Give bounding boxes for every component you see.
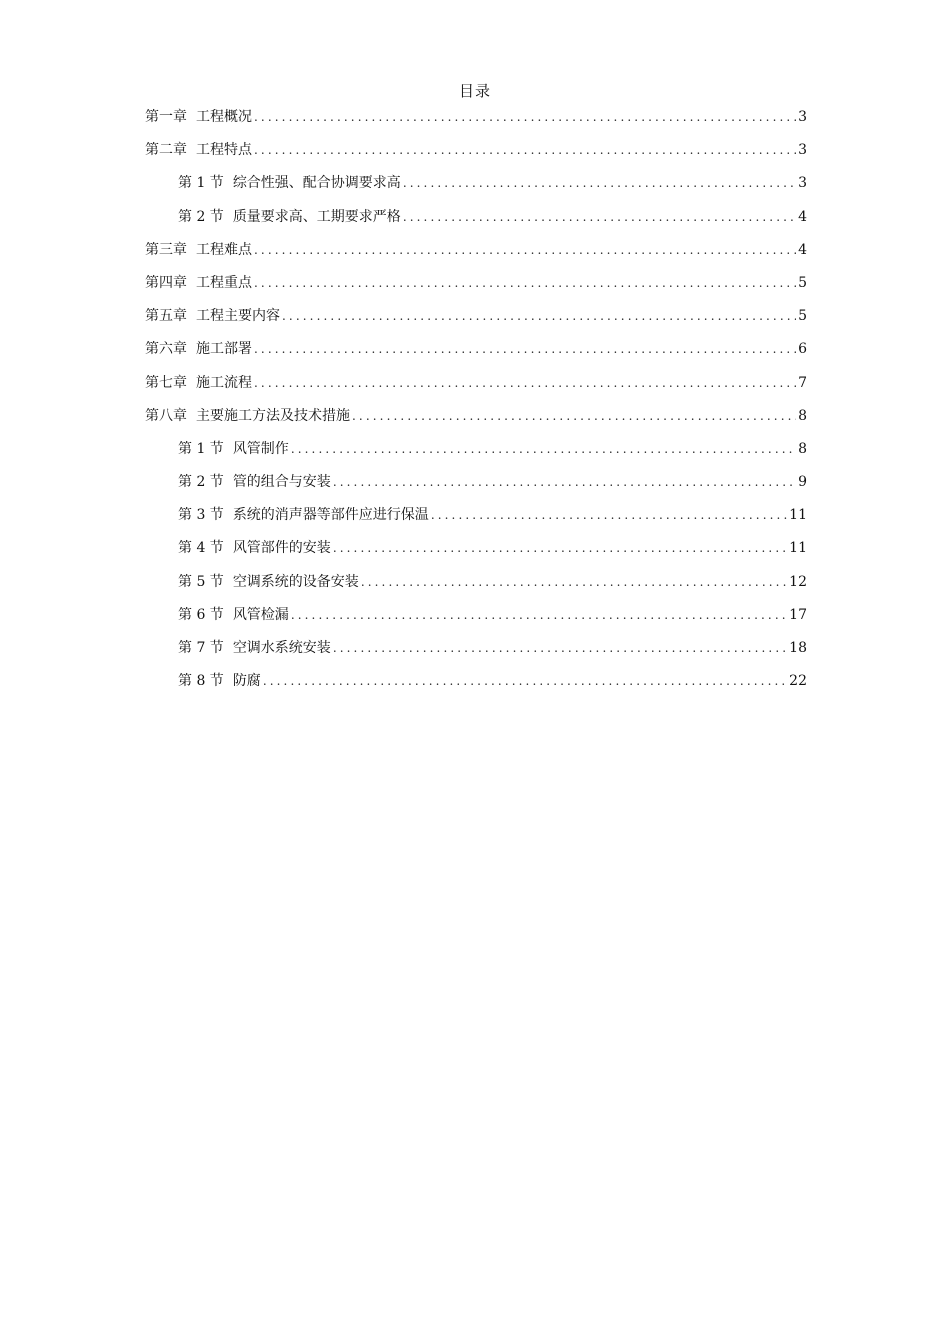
table-of-contents	[145, 107, 807, 704]
toc-entry-text: 综合性强、配合协调要求高	[232, 175, 401, 192]
toc-entry-number: 第 1 节	[178, 440, 224, 457]
toc-entry-number: 第 1 节	[178, 175, 224, 192]
dot-leader	[333, 638, 787, 658]
toc-entry-label	[145, 406, 350, 426]
toc-entry-text: 空调水系统安装	[232, 640, 331, 656]
toc-entry-label	[178, 671, 261, 691]
toc-entry-number: 第三章	[145, 241, 187, 258]
toc-entry-page: 8	[798, 407, 807, 424]
toc-entry-text: 质量要求高、工期要求严格	[232, 208, 401, 225]
dot-leader	[291, 605, 787, 625]
dot-leader	[254, 240, 796, 260]
toc-entry-number: 第 8 节	[178, 673, 224, 690]
toc-entry-label	[178, 538, 331, 558]
toc-entry-number: 第 2 节	[178, 208, 224, 225]
toc-entry-text: 管的组合与安装	[232, 474, 331, 491]
toc-entry-chapter-8-section-1[interactable]	[145, 439, 807, 472]
toc-entry-label	[178, 173, 401, 193]
toc-entry-page: 6	[798, 341, 807, 358]
toc-entry-page: 3	[798, 109, 807, 125]
toc-entry-label	[145, 339, 252, 359]
toc-entry-page: 17	[789, 606, 807, 623]
toc-entry-number: 第二章	[145, 142, 187, 159]
toc-entry-text: 防腐	[232, 673, 261, 690]
toc-entry-page: 12	[789, 573, 807, 590]
toc-entry-text: 系统的消声器等部件应进行保温	[232, 507, 429, 524]
toc-entry-page: 5	[798, 274, 807, 291]
toc-entry-number: 第 5 节	[178, 573, 224, 590]
toc-entry-page: 8	[798, 440, 807, 457]
dot-leader	[403, 207, 796, 227]
toc-entry-label	[145, 140, 252, 160]
toc-entry-label	[178, 505, 429, 525]
toc-entry-page: 9	[798, 474, 807, 491]
toc-entry-text: 工程重点	[196, 274, 252, 291]
dot-leader	[361, 572, 787, 592]
dot-leader	[352, 406, 796, 426]
toc-entry-chapter-4[interactable]	[145, 273, 807, 306]
toc-entry-chapter-8-section-6[interactable]	[145, 605, 807, 638]
dot-leader	[431, 505, 787, 525]
toc-entry-label	[145, 240, 252, 260]
toc-entry-chapter-8-section-7[interactable]	[145, 638, 807, 671]
toc-entry-label	[178, 572, 359, 592]
toc-entry-chapter-8-section-8[interactable]	[145, 671, 807, 704]
toc-entry-text: 空调系统的设备安装	[232, 573, 359, 590]
toc-entry-number: 第六章	[145, 341, 187, 358]
toc-entry-number: 第四章	[145, 274, 187, 291]
toc-entry-page: 3	[798, 175, 807, 192]
toc-entry-number: 第一章	[145, 109, 187, 125]
toc-entry-label	[145, 273, 252, 293]
toc-entry-page: 4	[798, 241, 807, 258]
toc-entry-label	[145, 306, 280, 326]
dot-leader	[333, 538, 787, 558]
toc-entry-chapter-2[interactable]	[145, 140, 807, 173]
toc-entry-chapter-1[interactable]	[145, 107, 807, 140]
toc-entry-chapter-8-section-2[interactable]	[145, 472, 807, 505]
toc-entry-page: 22	[789, 673, 807, 690]
toc-entry-number: 第 4 节	[178, 540, 224, 557]
toc-entry-number: 第 7 节	[178, 640, 224, 656]
toc-entry-chapter-5[interactable]	[145, 306, 807, 339]
toc-title: 目录	[458, 82, 491, 100]
toc-entry-label	[178, 605, 289, 625]
toc-entry-chapter-7[interactable]	[145, 373, 807, 406]
toc-entry-label	[145, 107, 252, 127]
dot-leader	[291, 439, 796, 459]
toc-entry-text: 施工部署	[196, 341, 252, 358]
toc-entry-page: 5	[798, 308, 807, 325]
toc-entry-text: 风管检漏	[232, 606, 289, 623]
toc-entry-number: 第八章	[145, 407, 187, 424]
toc-entry-label	[145, 373, 252, 393]
toc-entry-chapter-8-section-4[interactable]	[145, 538, 807, 571]
toc-entry-text: 风管部件的安装	[232, 540, 331, 557]
toc-entry-page: 4	[798, 208, 807, 225]
toc-entry-text: 工程主要内容	[196, 308, 280, 325]
toc-entry-chapter-2-section-2[interactable]	[145, 207, 807, 240]
toc-entry-number: 第七章	[145, 374, 187, 391]
toc-entry-number: 第 3 节	[178, 507, 224, 524]
dot-leader	[254, 140, 796, 160]
toc-entry-chapter-8[interactable]	[145, 406, 807, 439]
toc-entry-text: 风管制作	[232, 440, 289, 457]
toc-entry-text: 工程难点	[196, 241, 252, 258]
dot-leader	[254, 107, 796, 127]
toc-entry-number: 第 2 节	[178, 474, 224, 491]
dot-leader	[254, 273, 796, 293]
toc-entry-chapter-3[interactable]	[145, 240, 807, 273]
dot-leader	[263, 671, 787, 691]
toc-entry-text: 主要施工方法及技术措施	[196, 407, 350, 424]
toc-entry-page: 11	[789, 507, 807, 524]
toc-entry-chapter-8-section-5[interactable]	[145, 572, 807, 605]
toc-entry-page: 7	[798, 374, 807, 391]
toc-entry-text: 工程概况	[196, 109, 252, 125]
dot-leader	[254, 339, 796, 359]
toc-entry-text: 施工流程	[196, 374, 252, 391]
dot-leader	[282, 306, 796, 326]
dot-leader	[254, 373, 796, 393]
dot-leader	[403, 173, 796, 193]
toc-entry-label	[178, 207, 401, 227]
toc-entry-number: 第五章	[145, 308, 187, 325]
toc-entry-chapter-2-section-1[interactable]	[145, 173, 807, 206]
toc-entry-label	[178, 439, 289, 459]
toc-entry-chapter-6[interactable]	[145, 339, 807, 372]
toc-entry-page: 18	[789, 640, 807, 656]
toc-entry-label	[178, 472, 331, 492]
toc-entry-page: 11	[789, 540, 807, 557]
toc-entry-chapter-8-section-3[interactable]	[145, 505, 807, 538]
toc-entry-label	[178, 638, 331, 658]
toc-entry-text: 工程特点	[196, 142, 252, 159]
toc-entry-page: 3	[798, 142, 807, 159]
toc-entry-number: 第 6 节	[178, 606, 224, 623]
dot-leader	[333, 472, 796, 492]
